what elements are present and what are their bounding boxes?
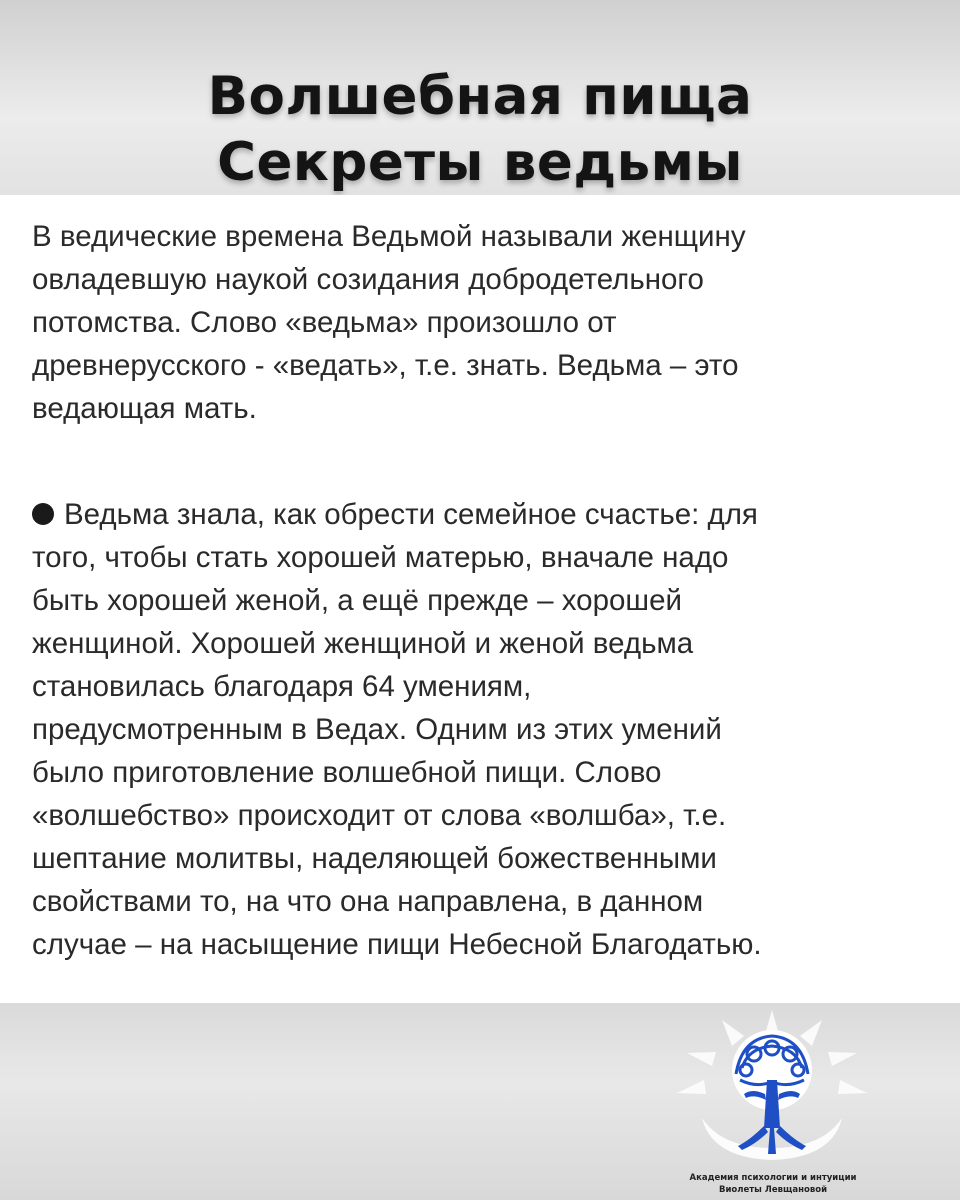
paragraph-line: случае – на насыщение пищи Небесной Благодатью. [32,928,762,961]
page-title [0,64,960,196]
tree-of-life-icon [672,1008,872,1168]
paragraph-line: Ведьма знала, как обрести семейное счастье: для [64,498,758,531]
paragraph-line: ведающая мать. [32,392,257,425]
paragraph-line: древнерусского - «ведать», т.е. знать. Ведьма – это [32,349,739,382]
paragraph-line: быть хорошей женой, а ещё прежде – хорошей [32,584,682,617]
paragraph-line: женщиной. Хорошей женщиной и женой ведьма [32,627,694,660]
paragraph-line: было приготовление волшебной пищи. Слово [32,756,662,789]
logo-caption [655,1172,891,1196]
paragraph-line: свойствами то, на что она направлена, в данном [32,885,704,918]
paragraph-line: шептание молитвы, наделяющей божественными [32,842,717,875]
paragraph-intro [32,215,928,430]
paragraph-line: того, чтобы стать хорошей матерью, вначале надо [32,541,729,574]
paragraph-line: «волшебство» происходит от слова «волшба», т.е. [32,799,727,832]
paragraph-bullet [32,493,928,966]
bullet-dot-icon [32,503,54,525]
paragraph-line: В ведические времена Ведьмой называли женщину [32,220,746,253]
paragraph-line: потомства. Слово «ведьма» произошло от [32,306,617,339]
logo-caption-line-2: Виолеты Левщановой [718,1185,828,1195]
paragraph-line: предусмотренным в Ведах. Одним из этих умений [32,713,722,746]
paragraph-line: овладевшую наукой созидания добродетельного [32,263,704,296]
title-line-2: Секреты ведьмы [217,131,743,193]
title-line-1: Волшебная пища [207,65,753,127]
paragraph-line: становилась благодаря 64 умениям, [32,670,532,703]
logo-caption-line-1: Академия психологии и интуиции [689,1173,857,1183]
paragraph-first-line [32,493,928,536]
text-panel [0,195,960,1003]
